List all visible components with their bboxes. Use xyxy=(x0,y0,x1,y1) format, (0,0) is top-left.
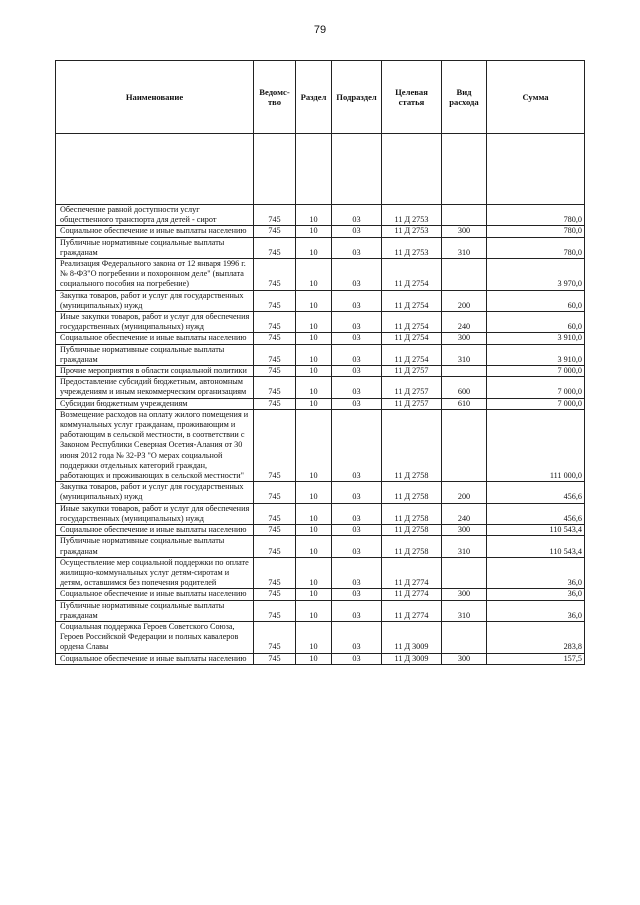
row-target-cell: 11 Д 2757 xyxy=(382,398,442,409)
row-target-cell: 11 Д 3009 xyxy=(382,621,442,653)
row-sum-cell: 7 000,0 xyxy=(487,377,585,398)
row-dept-cell: 745 xyxy=(254,525,296,536)
row-name-cell: Закупка товаров, работ и услуг для государственных (муниципальных) нужд xyxy=(56,290,254,311)
row-name-cell: Публичные нормативные социальные выплаты гражданам xyxy=(56,344,254,365)
row-dept-cell: 745 xyxy=(254,344,296,365)
header-name: Наименование xyxy=(56,61,254,134)
row-sum-cell: 3 910,0 xyxy=(487,344,585,365)
row-sum-cell: 780,0 xyxy=(487,237,585,258)
row-dept-cell: 745 xyxy=(254,226,296,237)
row-name-cell: Обеспечение равной доступности услуг общественного транспорта для детей - сирот xyxy=(56,205,254,226)
table-row xyxy=(56,290,585,311)
table-row xyxy=(56,482,585,503)
row-target-cell: 11 Д 2758 xyxy=(382,503,442,524)
row-target-cell: 11 Д 2757 xyxy=(382,366,442,377)
row-subsection-cell: 03 xyxy=(332,398,382,409)
row-expense-type-cell xyxy=(442,366,487,377)
row-name-cell: Социальная поддержка Героев Советского Союза, Героев Российской Федерации и полных кавалеров ордена Славы xyxy=(56,621,254,653)
header-target: Целевая статья xyxy=(382,61,442,134)
table-header-row xyxy=(56,61,585,134)
row-expense-type-cell: 300 xyxy=(442,333,487,344)
row-dept-cell: 745 xyxy=(254,621,296,653)
row-expense-type-cell: 240 xyxy=(442,312,487,333)
row-name-cell: Социальное обеспечение и иные выплаты населению xyxy=(56,525,254,536)
table-row xyxy=(56,226,585,237)
row-target-cell: 11 Д 2754 xyxy=(382,344,442,365)
row-expense-type-cell: 200 xyxy=(442,290,487,311)
header-spacer-row xyxy=(56,134,585,205)
row-section-cell: 10 xyxy=(296,482,332,503)
row-sum-cell: 110 543,4 xyxy=(487,525,585,536)
table-row xyxy=(56,409,585,481)
row-section-cell: 10 xyxy=(296,333,332,344)
header-subsection: Подраздел xyxy=(332,61,382,134)
row-dept-cell: 745 xyxy=(254,503,296,524)
row-name-cell: Реализация Федерального закона от 12 января 1996 г. № 8-ФЗ"О погребении и похоронном деле" (выплата социального пособия на погребение) xyxy=(56,259,254,291)
row-name-cell: Прочие мероприятия в области социальной политики xyxy=(56,366,254,377)
table-row xyxy=(56,366,585,377)
row-dept-cell: 745 xyxy=(254,259,296,291)
table-row xyxy=(56,333,585,344)
row-target-cell: 11 Д 2774 xyxy=(382,600,442,621)
row-sum-cell: 780,0 xyxy=(487,226,585,237)
row-target-cell: 11 Д 2774 xyxy=(382,589,442,600)
table-row xyxy=(56,621,585,653)
row-sum-cell: 7 000,0 xyxy=(487,366,585,377)
row-target-cell: 11 Д 2758 xyxy=(382,482,442,503)
table-row xyxy=(56,237,585,258)
row-name-cell: Возмещение расходов на оплату жилого помещения и коммунальных услуг гражданам, проживающим и работающим в сельской местности, в соответствии с Законом Республики Северная Осетия-Алания от 30 июня 2012 года № 32-РЗ "О мерах социальной поддержки отдельных категорий граждан, работающих и проживающих в сельской местности" xyxy=(56,409,254,481)
row-target-cell: 11 Д 2757 xyxy=(382,377,442,398)
row-expense-type-cell: 300 xyxy=(442,589,487,600)
row-section-cell: 10 xyxy=(296,290,332,311)
table-row xyxy=(56,259,585,291)
row-target-cell: 11 Д 2754 xyxy=(382,333,442,344)
row-expense-type-cell: 300 xyxy=(442,525,487,536)
row-section-cell: 10 xyxy=(296,237,332,258)
row-section-cell: 10 xyxy=(296,398,332,409)
table-row xyxy=(56,525,585,536)
row-section-cell: 10 xyxy=(296,600,332,621)
table-row xyxy=(56,600,585,621)
row-sum-cell: 110 543,4 xyxy=(487,536,585,557)
row-section-cell: 10 xyxy=(296,377,332,398)
row-sum-cell: 157,5 xyxy=(487,653,585,664)
row-subsection-cell: 03 xyxy=(332,226,382,237)
row-dept-cell: 745 xyxy=(254,366,296,377)
row-sum-cell: 3 970,0 xyxy=(487,259,585,291)
row-dept-cell: 745 xyxy=(254,589,296,600)
row-expense-type-cell: 240 xyxy=(442,503,487,524)
row-section-cell: 10 xyxy=(296,226,332,237)
table-row xyxy=(56,536,585,557)
row-sum-cell: 111 000,0 xyxy=(487,409,585,481)
row-name-cell: Публичные нормативные социальные выплаты гражданам xyxy=(56,536,254,557)
row-expense-type-cell xyxy=(442,259,487,291)
row-subsection-cell: 03 xyxy=(332,653,382,664)
row-subsection-cell: 03 xyxy=(332,621,382,653)
row-expense-type-cell: 310 xyxy=(442,536,487,557)
row-subsection-cell: 03 xyxy=(332,503,382,524)
row-dept-cell: 745 xyxy=(254,557,296,589)
row-sum-cell: 3 910,0 xyxy=(487,333,585,344)
row-dept-cell: 745 xyxy=(254,398,296,409)
row-name-cell: Предоставление субсидий бюджетным, автономным учреждениям и иным некоммерческим организациям xyxy=(56,377,254,398)
row-section-cell: 10 xyxy=(296,344,332,365)
budget-table xyxy=(55,60,585,665)
row-target-cell: 11 Д 2754 xyxy=(382,312,442,333)
row-subsection-cell: 03 xyxy=(332,536,382,557)
row-name-cell: Осуществление мер социальной поддержки по оплате жилищно-коммунальных услуг детям-сиротам и детям, оставшимся без попечения родителей xyxy=(56,557,254,589)
row-name-cell: Социальное обеспечение и иные выплаты населению xyxy=(56,333,254,344)
row-expense-type-cell: 300 xyxy=(442,226,487,237)
row-sum-cell: 283,8 xyxy=(487,621,585,653)
row-section-cell: 10 xyxy=(296,366,332,377)
row-expense-type-cell: 600 xyxy=(442,377,487,398)
row-target-cell: 11 Д 2758 xyxy=(382,525,442,536)
row-section-cell: 10 xyxy=(296,653,332,664)
header-section: Раздел xyxy=(296,61,332,134)
row-target-cell: 11 Д 2758 xyxy=(382,409,442,481)
row-section-cell: 10 xyxy=(296,621,332,653)
table-row xyxy=(56,205,585,226)
row-target-cell: 11 Д 2754 xyxy=(382,259,442,291)
row-dept-cell: 745 xyxy=(254,653,296,664)
row-target-cell: 11 Д 2758 xyxy=(382,536,442,557)
row-sum-cell: 60,0 xyxy=(487,312,585,333)
row-dept-cell: 745 xyxy=(254,237,296,258)
page-number: 79 xyxy=(313,24,327,36)
row-expense-type-cell: 610 xyxy=(442,398,487,409)
row-name-cell: Публичные нормативные социальные выплаты гражданам xyxy=(56,600,254,621)
row-expense-type-cell xyxy=(442,409,487,481)
row-subsection-cell: 03 xyxy=(332,312,382,333)
row-sum-cell: 456,6 xyxy=(487,482,585,503)
row-dept-cell: 745 xyxy=(254,600,296,621)
row-section-cell: 10 xyxy=(296,259,332,291)
row-expense-type-cell: 310 xyxy=(442,237,487,258)
row-dept-cell: 745 xyxy=(254,482,296,503)
row-expense-type-cell: 200 xyxy=(442,482,487,503)
row-subsection-cell: 03 xyxy=(332,290,382,311)
row-expense-type-cell xyxy=(442,557,487,589)
row-subsection-cell: 03 xyxy=(332,600,382,621)
row-dept-cell: 745 xyxy=(254,536,296,557)
row-section-cell: 10 xyxy=(296,557,332,589)
row-section-cell: 10 xyxy=(296,205,332,226)
row-subsection-cell: 03 xyxy=(332,333,382,344)
row-subsection-cell: 03 xyxy=(332,482,382,503)
row-target-cell: 11 Д 2753 xyxy=(382,205,442,226)
row-sum-cell: 7 000,0 xyxy=(487,398,585,409)
row-dept-cell: 745 xyxy=(254,205,296,226)
row-target-cell: 11 Д 2753 xyxy=(382,226,442,237)
row-dept-cell: 745 xyxy=(254,333,296,344)
row-name-cell: Закупка товаров, работ и услуг для государственных (муниципальных) нужд xyxy=(56,482,254,503)
row-subsection-cell: 03 xyxy=(332,409,382,481)
row-expense-type-cell: 310 xyxy=(442,600,487,621)
row-name-cell: Социальное обеспечение и иные выплаты населению xyxy=(56,653,254,664)
row-subsection-cell: 03 xyxy=(332,237,382,258)
table-row xyxy=(56,344,585,365)
row-subsection-cell: 03 xyxy=(332,205,382,226)
row-section-cell: 10 xyxy=(296,589,332,600)
table-row xyxy=(56,653,585,664)
row-subsection-cell: 03 xyxy=(332,366,382,377)
row-sum-cell: 456,6 xyxy=(487,503,585,524)
row-subsection-cell: 03 xyxy=(332,589,382,600)
row-name-cell: Иные закупки товаров, работ и услуг для обеспечения государственных (муниципальных) нужд xyxy=(56,503,254,524)
row-dept-cell: 745 xyxy=(254,409,296,481)
row-section-cell: 10 xyxy=(296,525,332,536)
row-sum-cell: 780,0 xyxy=(487,205,585,226)
row-target-cell: 11 Д 2754 xyxy=(382,290,442,311)
row-dept-cell: 745 xyxy=(254,290,296,311)
row-subsection-cell: 03 xyxy=(332,557,382,589)
row-name-cell: Социальное обеспечение и иные выплаты населению xyxy=(56,589,254,600)
table-row xyxy=(56,589,585,600)
row-expense-type-cell xyxy=(442,205,487,226)
row-section-cell: 10 xyxy=(296,536,332,557)
table-row xyxy=(56,377,585,398)
row-section-cell: 10 xyxy=(296,409,332,481)
header-expense-type: Вид расхода xyxy=(442,61,487,134)
table-row xyxy=(56,557,585,589)
table-row xyxy=(56,312,585,333)
row-sum-cell: 36,0 xyxy=(487,589,585,600)
row-section-cell: 10 xyxy=(296,503,332,524)
row-expense-type-cell: 300 xyxy=(442,653,487,664)
row-name-cell: Субсидии бюджетным учреждениям xyxy=(56,398,254,409)
row-section-cell: 10 xyxy=(296,312,332,333)
row-subsection-cell: 03 xyxy=(332,344,382,365)
row-target-cell: 11 Д 2774 xyxy=(382,557,442,589)
header-dept: Ведомс-тво xyxy=(254,61,296,134)
row-name-cell: Социальное обеспечение и иные выплаты населению xyxy=(56,226,254,237)
row-subsection-cell: 03 xyxy=(332,259,382,291)
table-row xyxy=(56,503,585,524)
row-dept-cell: 745 xyxy=(254,312,296,333)
row-expense-type-cell: 310 xyxy=(442,344,487,365)
row-name-cell: Публичные нормативные социальные выплаты гражданам xyxy=(56,237,254,258)
row-expense-type-cell xyxy=(442,621,487,653)
row-sum-cell: 60,0 xyxy=(487,290,585,311)
row-name-cell: Иные закупки товаров, работ и услуг для обеспечения государственных (муниципальных) нужд xyxy=(56,312,254,333)
header-sum: Сумма xyxy=(487,61,585,134)
row-dept-cell: 745 xyxy=(254,377,296,398)
row-target-cell: 11 Д 2753 xyxy=(382,237,442,258)
row-sum-cell: 36,0 xyxy=(487,557,585,589)
row-target-cell: 11 Д 3009 xyxy=(382,653,442,664)
row-subsection-cell: 03 xyxy=(332,377,382,398)
row-sum-cell: 36,0 xyxy=(487,600,585,621)
row-subsection-cell: 03 xyxy=(332,525,382,536)
table-row xyxy=(56,398,585,409)
